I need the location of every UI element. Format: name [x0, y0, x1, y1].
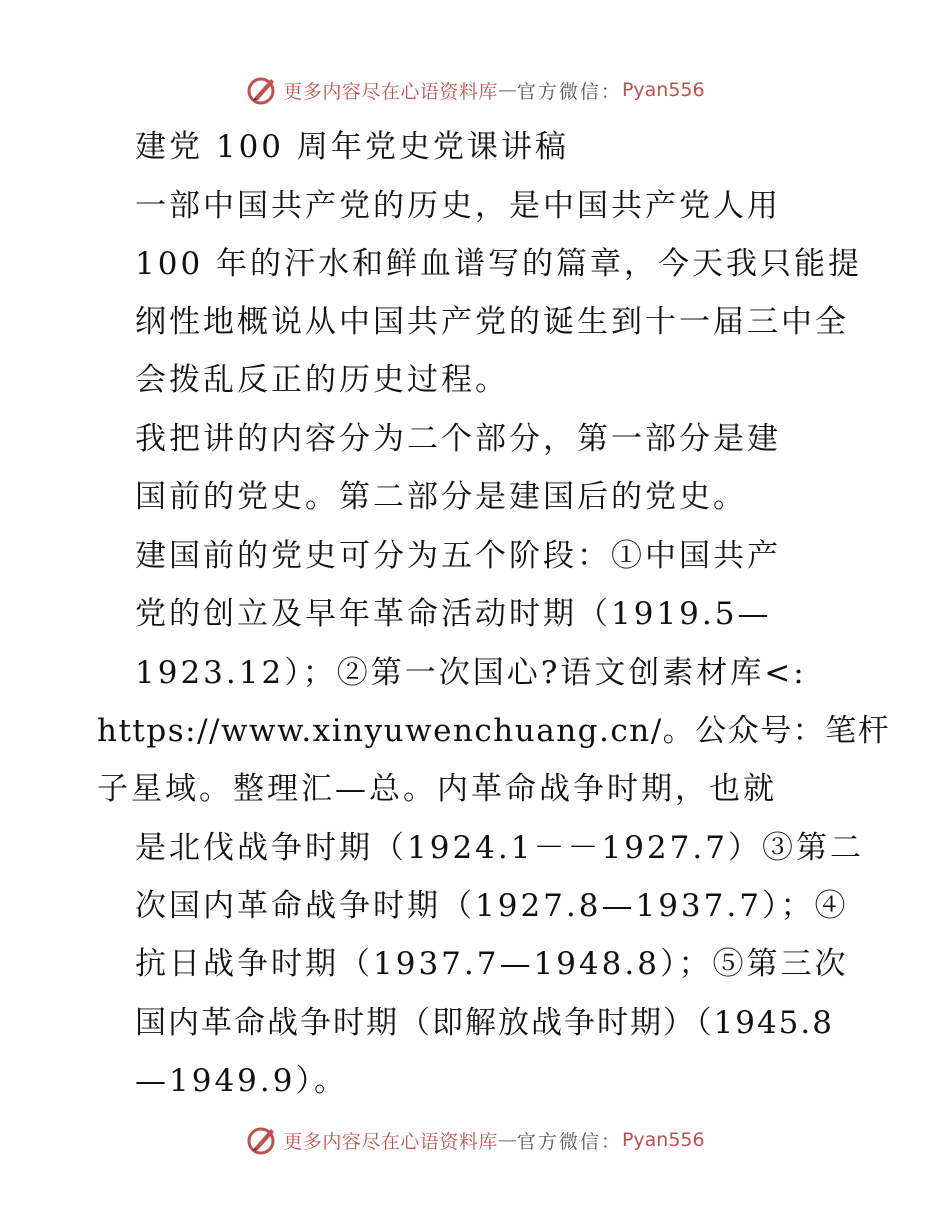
text-line: 国前的党史。第二部分是建国后的党史。 — [135, 479, 747, 515]
text-line: 党的创立及早年革命活动时期（1919.5— — [135, 596, 772, 632]
text-line: 纲性地概说从中国共产党的诞生到十一届三中全 — [135, 304, 849, 340]
text-line: 建国前的党史可分为五个阶段：①中国共产 — [135, 538, 781, 574]
text-line: 是北伐战争时期（1924.1－－1927.7）③第二 — [135, 830, 864, 866]
text-line: 国内革命战争时期（即解放战争时期）（1945.8 — [135, 1005, 834, 1041]
text-line: 1923.12）；②第一次国心?语文创素材库<: — [135, 655, 807, 691]
document-title: 建党 100 周年党史党课讲稿 — [135, 129, 569, 165]
pen-logo-icon — [245, 1123, 279, 1157]
text-line: 会拨乱反正的历史过程。 — [135, 362, 509, 398]
banner-wechat-id: Pyan556 — [621, 79, 705, 101]
text-line-url: https://www.xinyuwenchuang.cn/。公众号：笔杆 — [97, 713, 891, 749]
banner-separator: — — [497, 79, 517, 101]
banner-official-label: 官方微信： — [516, 80, 622, 103]
footer-banner — [0, 1120, 950, 1160]
banner-main-text: 更多内容尽在心语资料库 — [283, 1130, 498, 1153]
text-line: 我把讲的内容分为二个部分，第一部分是建 — [135, 421, 781, 457]
text-line: 一部中国共产党的历史，是中国共产党人用 — [135, 188, 781, 224]
text-line: 抗日战争时期（1937.7—1948.8）；⑤第三次 — [135, 946, 849, 982]
banner-separator: — — [497, 1129, 517, 1151]
banner-official-label: 官方微信： — [516, 1130, 622, 1153]
text-line: 100 年的汗水和鲜血谱写的篇章，今天我只能提 — [135, 246, 863, 282]
text-line: 次国内革命战争时期（1927.8—1937.7）；④ — [135, 888, 849, 924]
text-line: —1949.9）。 — [135, 1063, 348, 1099]
banner-wechat-id: Pyan556 — [621, 1129, 705, 1151]
text-line: 子星域。整理汇—总。内革命战争时期，也就 — [97, 771, 777, 807]
banner-main-text: 更多内容尽在心语资料库 — [283, 80, 498, 103]
